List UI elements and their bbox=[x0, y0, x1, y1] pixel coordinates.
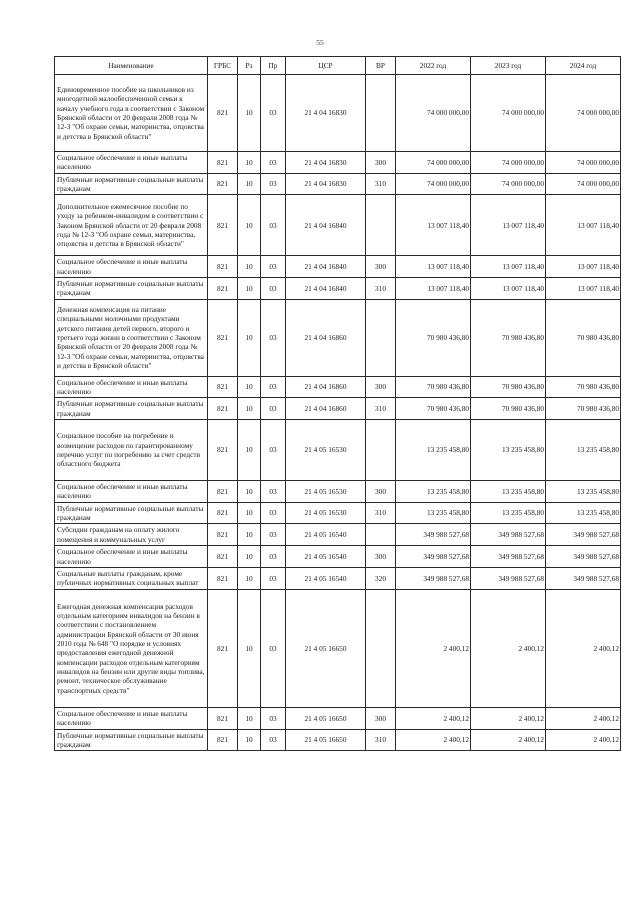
cell-grbs: 821 bbox=[208, 589, 238, 707]
cell-2023: 13 235 458,80 bbox=[471, 502, 546, 524]
cell-csr: 21 4 05 16540 bbox=[286, 567, 366, 589]
cell-name: Социальное обеспечение и иные выплаты населению bbox=[55, 376, 208, 398]
cell-rz: 10 bbox=[238, 546, 261, 568]
cell-vr: 310 bbox=[366, 398, 396, 420]
cell-pr: 03 bbox=[261, 524, 286, 546]
cell-grbs: 821 bbox=[208, 152, 238, 174]
cell-2022: 13 007 118,40 bbox=[396, 195, 471, 256]
cell-grbs: 821 bbox=[208, 524, 238, 546]
cell-2024: 13 007 118,40 bbox=[546, 277, 621, 299]
cell-name: Публичные нормативные социальные выплаты гражданам bbox=[55, 173, 208, 195]
cell-2024: 70 980 436,80 bbox=[546, 299, 621, 376]
cell-2022: 70 980 436,80 bbox=[396, 376, 471, 398]
cell-pr: 03 bbox=[261, 729, 286, 751]
cell-rz: 10 bbox=[238, 707, 261, 729]
cell-pr: 03 bbox=[261, 589, 286, 707]
cell-name: Публичные нормативные социальные выплаты гражданам bbox=[55, 398, 208, 420]
cell-pr: 03 bbox=[261, 152, 286, 174]
cell-2024: 13 235 458,80 bbox=[546, 480, 621, 502]
cell-csr: 21 4 04 16840 bbox=[286, 277, 366, 299]
table-row bbox=[55, 152, 621, 174]
cell-grbs: 821 bbox=[208, 376, 238, 398]
cell-csr: 21 4 05 16530 bbox=[286, 419, 366, 480]
cell-vr: 300 bbox=[366, 546, 396, 568]
cell-csr: 21 4 05 16540 bbox=[286, 546, 366, 568]
table-row bbox=[55, 398, 621, 420]
cell-2022: 13 007 118,40 bbox=[396, 277, 471, 299]
cell-2024: 74 000 000,00 bbox=[546, 75, 621, 152]
table-row bbox=[55, 502, 621, 524]
cell-csr: 21 4 04 16830 bbox=[286, 173, 366, 195]
cell-name: Социальное обеспечение и иные выплаты населению bbox=[55, 707, 208, 729]
cell-rz: 10 bbox=[238, 729, 261, 751]
cell-grbs: 821 bbox=[208, 729, 238, 751]
cell-csr: 21 4 05 16650 bbox=[286, 729, 366, 751]
cell-grbs: 821 bbox=[208, 256, 238, 278]
cell-name: Социальное обеспечение и иные выплаты населению bbox=[55, 480, 208, 502]
cell-2024: 13 235 458,80 bbox=[546, 419, 621, 480]
column-header-grbs: ГРБС bbox=[208, 57, 238, 75]
cell-grbs: 821 bbox=[208, 75, 238, 152]
cell-csr: 21 4 05 16530 bbox=[286, 480, 366, 502]
cell-2023: 2 400,12 bbox=[471, 729, 546, 751]
table-row bbox=[55, 707, 621, 729]
table-row bbox=[55, 195, 621, 256]
cell-csr: 21 4 04 16840 bbox=[286, 195, 366, 256]
cell-2023: 349 988 527,68 bbox=[471, 567, 546, 589]
table-row bbox=[55, 589, 621, 707]
cell-2022: 349 988 527,68 bbox=[396, 524, 471, 546]
cell-2023: 74 000 000,00 bbox=[471, 173, 546, 195]
column-header-csr: ЦСР bbox=[286, 57, 366, 75]
cell-csr: 21 4 05 16540 bbox=[286, 524, 366, 546]
cell-vr bbox=[366, 419, 396, 480]
cell-grbs: 821 bbox=[208, 173, 238, 195]
cell-grbs: 821 bbox=[208, 277, 238, 299]
table-row bbox=[55, 75, 621, 152]
cell-rz: 10 bbox=[238, 75, 261, 152]
cell-rz: 10 bbox=[238, 299, 261, 376]
cell-csr: 21 4 04 16830 bbox=[286, 75, 366, 152]
cell-2022: 349 988 527,68 bbox=[396, 567, 471, 589]
budget-table bbox=[54, 56, 621, 751]
column-header-pr: Пр bbox=[261, 57, 286, 75]
cell-vr: 310 bbox=[366, 502, 396, 524]
column-header-2022: 2022 год bbox=[396, 57, 471, 75]
cell-csr: 21 4 04 16840 bbox=[286, 256, 366, 278]
cell-name: Социальное пособие на погребение и возмещение расходов по гарантированному перечню услуг по погребению за счет средств областного бюджета bbox=[55, 419, 208, 480]
cell-2022: 70 980 436,80 bbox=[396, 299, 471, 376]
cell-grbs: 821 bbox=[208, 502, 238, 524]
cell-2024: 349 988 527,68 bbox=[546, 546, 621, 568]
cell-2022: 13 235 458,80 bbox=[396, 419, 471, 480]
cell-2022: 2 400,12 bbox=[396, 589, 471, 707]
cell-2023: 2 400,12 bbox=[471, 589, 546, 707]
cell-pr: 03 bbox=[261, 256, 286, 278]
table-body bbox=[55, 75, 621, 751]
table-row bbox=[55, 524, 621, 546]
table-row bbox=[55, 376, 621, 398]
cell-2023: 13 007 118,40 bbox=[471, 195, 546, 256]
cell-vr: 310 bbox=[366, 729, 396, 751]
cell-2022: 74 000 000,00 bbox=[396, 173, 471, 195]
table-row bbox=[55, 480, 621, 502]
cell-name: Единовременное пособие на школьников из многодетной малообеспеченной семьи к началу учебного года в соответствии с Законом Брянской области от 20 февраля 2008 года № 12-З "Об охране семьи, материнства, отцовства и детства в Брянской области" bbox=[55, 75, 208, 152]
cell-name: Субсидии гражданам на оплату жилого помещения и коммунальных услуг bbox=[55, 524, 208, 546]
cell-csr: 21 4 04 16830 bbox=[286, 152, 366, 174]
table-row bbox=[55, 173, 621, 195]
cell-pr: 03 bbox=[261, 707, 286, 729]
cell-2023: 13 235 458,80 bbox=[471, 480, 546, 502]
cell-2022: 74 000 000,00 bbox=[396, 152, 471, 174]
cell-pr: 03 bbox=[261, 480, 286, 502]
cell-pr: 03 bbox=[261, 195, 286, 256]
cell-rz: 10 bbox=[238, 152, 261, 174]
cell-pr: 03 bbox=[261, 398, 286, 420]
cell-2024: 74 000 000,00 bbox=[546, 152, 621, 174]
cell-2024: 13 235 458,80 bbox=[546, 502, 621, 524]
cell-vr: 310 bbox=[366, 173, 396, 195]
cell-2023: 349 988 527,68 bbox=[471, 524, 546, 546]
cell-vr: 300 bbox=[366, 256, 396, 278]
cell-pr: 03 bbox=[261, 376, 286, 398]
cell-pr: 03 bbox=[261, 419, 286, 480]
table-row bbox=[55, 419, 621, 480]
cell-grbs: 821 bbox=[208, 567, 238, 589]
cell-2023: 70 980 436,80 bbox=[471, 398, 546, 420]
cell-2024: 2 400,12 bbox=[546, 707, 621, 729]
cell-name: Социальное обеспечение и иные выплаты населению bbox=[55, 152, 208, 174]
table-row bbox=[55, 277, 621, 299]
cell-grbs: 821 bbox=[208, 480, 238, 502]
cell-vr: 300 bbox=[366, 376, 396, 398]
cell-csr: 21 4 05 16650 bbox=[286, 707, 366, 729]
cell-pr: 03 bbox=[261, 173, 286, 195]
cell-vr: 300 bbox=[366, 480, 396, 502]
cell-rz: 10 bbox=[238, 567, 261, 589]
cell-2024: 349 988 527,68 bbox=[546, 567, 621, 589]
cell-name: Социальные выплаты гражданам, кроме публичных нормативных социальных выплат bbox=[55, 567, 208, 589]
cell-pr: 03 bbox=[261, 502, 286, 524]
cell-rz: 10 bbox=[238, 589, 261, 707]
cell-rz: 10 bbox=[238, 480, 261, 502]
cell-pr: 03 bbox=[261, 546, 286, 568]
cell-vr bbox=[366, 195, 396, 256]
cell-vr: 320 bbox=[366, 567, 396, 589]
cell-2024: 13 007 118,40 bbox=[546, 256, 621, 278]
cell-grbs: 821 bbox=[208, 299, 238, 376]
cell-2024: 2 400,12 bbox=[546, 589, 621, 707]
cell-2022: 13 235 458,80 bbox=[396, 480, 471, 502]
cell-2024: 70 980 436,80 bbox=[546, 398, 621, 420]
cell-name: Ежегодная денежная компенсация расходов отдельным категориям инвалидов на бензин в соответствии с постановлением администрации Брянской области от 30 июня 2010 года № 648 "О порядке и условиях предоставления ежегодной денежной компенсации расходов отдельным категориям инвалидов на бензин или другие виды топлива, ремонт, техническое обслуживание транспортных средств" bbox=[55, 589, 208, 707]
cell-rz: 10 bbox=[238, 256, 261, 278]
cell-name: Денежная компенсация на питание специальными молочными продуктами детского питания детей первого, второго и третьего года жизни в соответствии с Законом Брянской области от 20 февраля 2008 года № 12-З "Об охране семьи, материнства, отцовства и детства в Брянской области" bbox=[55, 299, 208, 376]
table-row bbox=[55, 299, 621, 376]
table-header-row bbox=[55, 57, 621, 75]
cell-pr: 03 bbox=[261, 567, 286, 589]
cell-vr: 300 bbox=[366, 152, 396, 174]
cell-rz: 10 bbox=[238, 502, 261, 524]
table-row bbox=[55, 729, 621, 751]
column-header-rz: Рз bbox=[238, 57, 261, 75]
cell-rz: 10 bbox=[238, 277, 261, 299]
cell-2024: 74 000 000,00 bbox=[546, 173, 621, 195]
cell-csr: 21 4 05 16650 bbox=[286, 589, 366, 707]
cell-2024: 70 980 436,80 bbox=[546, 376, 621, 398]
cell-2022: 13 007 118,40 bbox=[396, 256, 471, 278]
cell-vr bbox=[366, 524, 396, 546]
cell-name: Публичные нормативные социальные выплаты гражданам bbox=[55, 277, 208, 299]
cell-rz: 10 bbox=[238, 173, 261, 195]
cell-rz: 10 bbox=[238, 376, 261, 398]
cell-2024: 13 007 118,40 bbox=[546, 195, 621, 256]
column-header-vr: ВР bbox=[366, 57, 396, 75]
cell-pr: 03 bbox=[261, 277, 286, 299]
column-header-2023: 2023 год bbox=[471, 57, 546, 75]
cell-name: Публичные нормативные социальные выплаты гражданам bbox=[55, 502, 208, 524]
cell-grbs: 821 bbox=[208, 419, 238, 480]
cell-rz: 10 bbox=[238, 195, 261, 256]
table-row bbox=[55, 567, 621, 589]
cell-2024: 2 400,12 bbox=[546, 729, 621, 751]
cell-vr bbox=[366, 299, 396, 376]
column-header-2024: 2024 год bbox=[546, 57, 621, 75]
cell-vr: 310 bbox=[366, 277, 396, 299]
column-header-name: Наименование bbox=[55, 57, 208, 75]
cell-2022: 2 400,12 bbox=[396, 707, 471, 729]
cell-grbs: 821 bbox=[208, 546, 238, 568]
cell-2022: 13 235 458,80 bbox=[396, 502, 471, 524]
cell-csr: 21 4 04 16860 bbox=[286, 376, 366, 398]
cell-2023: 13 235 458,80 bbox=[471, 419, 546, 480]
cell-2022: 349 988 527,68 bbox=[396, 546, 471, 568]
cell-2022: 70 980 436,80 bbox=[396, 398, 471, 420]
page-number: 55 bbox=[316, 38, 324, 47]
cell-vr bbox=[366, 75, 396, 152]
cell-2024: 349 988 527,68 bbox=[546, 524, 621, 546]
cell-vr: 300 bbox=[366, 707, 396, 729]
cell-name: Публичные нормативные социальные выплаты гражданам bbox=[55, 729, 208, 751]
cell-csr: 21 4 04 16860 bbox=[286, 398, 366, 420]
cell-2023: 70 980 436,80 bbox=[471, 299, 546, 376]
cell-rz: 10 bbox=[238, 419, 261, 480]
cell-2023: 74 000 000,00 bbox=[471, 152, 546, 174]
cell-name: Социальное обеспечение и иные выплаты населению bbox=[55, 546, 208, 568]
cell-grbs: 821 bbox=[208, 195, 238, 256]
cell-2023: 13 007 118,40 bbox=[471, 277, 546, 299]
cell-2023: 349 988 527,68 bbox=[471, 546, 546, 568]
cell-2023: 2 400,12 bbox=[471, 707, 546, 729]
cell-grbs: 821 bbox=[208, 398, 238, 420]
cell-pr: 03 bbox=[261, 299, 286, 376]
cell-2023: 74 000 000,00 bbox=[471, 75, 546, 152]
cell-2022: 2 400,12 bbox=[396, 729, 471, 751]
cell-vr bbox=[366, 589, 396, 707]
cell-rz: 10 bbox=[238, 398, 261, 420]
cell-2023: 70 980 436,80 bbox=[471, 376, 546, 398]
cell-pr: 03 bbox=[261, 75, 286, 152]
cell-2023: 13 007 118,40 bbox=[471, 256, 546, 278]
table-row bbox=[55, 256, 621, 278]
cell-2022: 74 000 000,00 bbox=[396, 75, 471, 152]
cell-rz: 10 bbox=[238, 524, 261, 546]
cell-csr: 21 4 04 16860 bbox=[286, 299, 366, 376]
cell-name: Социальное обеспечение и иные выплаты населению bbox=[55, 256, 208, 278]
cell-csr: 21 4 05 16530 bbox=[286, 502, 366, 524]
cell-name: Дополнительное ежемесячное пособие по уходу за ребенком-инвалидом в соответствии с Законом Брянской области от 20 февраля 2008 года № 12-З "Об охране семьи, материнства, отцовства и детства в Брянской области" bbox=[55, 195, 208, 256]
table-row bbox=[55, 546, 621, 568]
cell-grbs: 821 bbox=[208, 707, 238, 729]
